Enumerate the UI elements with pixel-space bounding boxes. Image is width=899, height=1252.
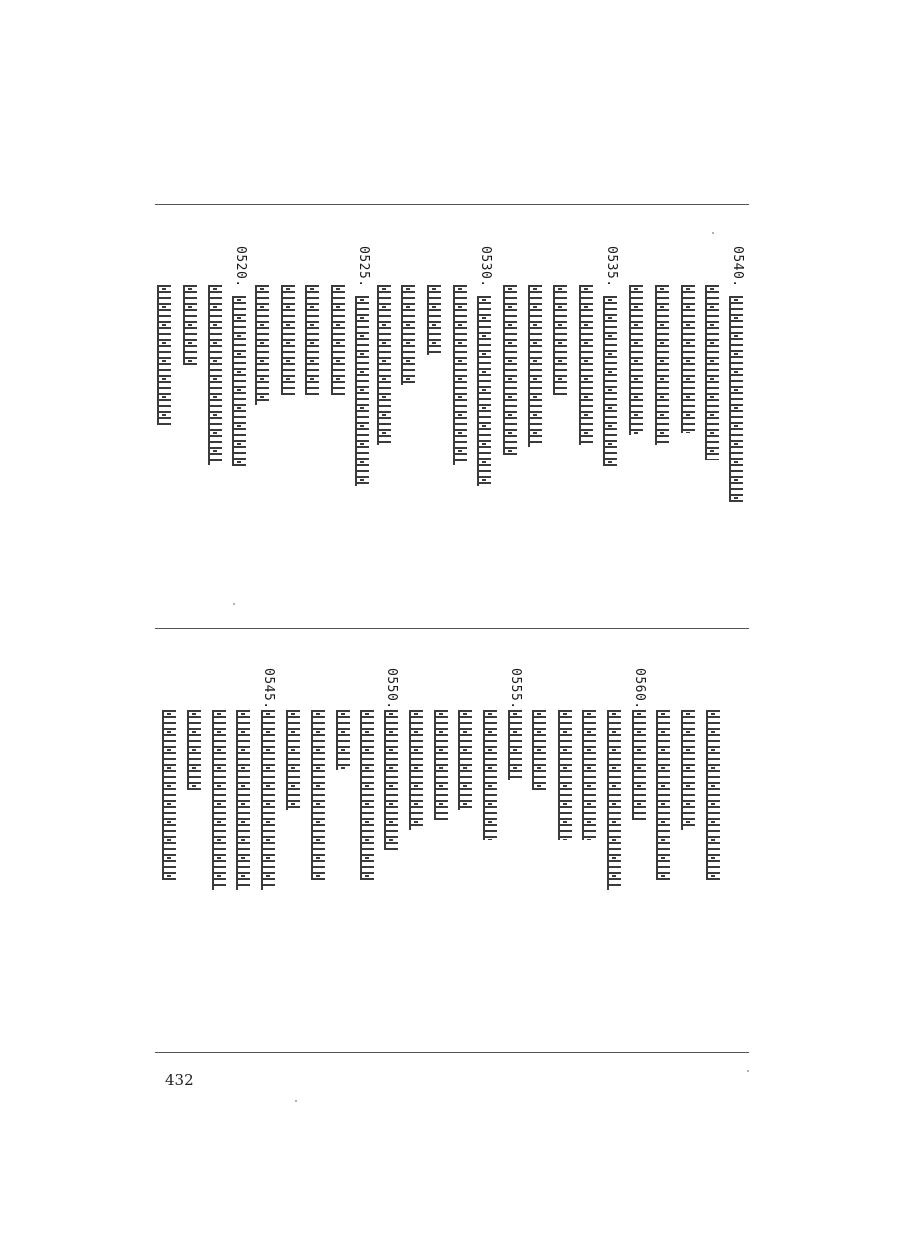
entry-number-0545: 0545. — [261, 668, 276, 710]
script-line — [508, 710, 522, 780]
scan-speck — [712, 232, 714, 234]
entry-number-0555: 0555. — [508, 668, 523, 710]
script-line — [477, 296, 491, 486]
script-line — [582, 710, 596, 840]
script-line — [558, 710, 572, 840]
script-line — [208, 285, 222, 465]
script-line — [532, 710, 546, 790]
script-line — [157, 285, 171, 425]
scan-speck — [295, 1100, 297, 1102]
script-line — [427, 285, 441, 355]
script-line — [681, 710, 695, 830]
script-line — [434, 710, 448, 820]
script-line — [261, 710, 275, 890]
entry-number-0550: 0550. — [384, 668, 399, 710]
script-line — [656, 710, 670, 880]
entry-number-0560: 0560. — [632, 668, 647, 710]
entry-number-0520: 0520. — [233, 246, 248, 288]
script-line — [281, 285, 295, 395]
script-line — [603, 296, 617, 466]
entry-number-0540: 0540. — [730, 246, 745, 288]
script-line — [503, 285, 517, 455]
script-line — [336, 710, 350, 770]
script-line — [706, 710, 720, 880]
script-line — [183, 285, 197, 365]
script-line — [212, 710, 226, 890]
script-line — [553, 285, 567, 395]
top-rule — [155, 204, 749, 205]
script-line — [187, 710, 201, 790]
script-line — [355, 296, 369, 486]
script-line — [401, 285, 415, 385]
script-line — [377, 285, 391, 445]
script-line — [255, 285, 269, 405]
script-line — [384, 710, 398, 850]
script-line — [236, 710, 250, 890]
script-line — [453, 285, 467, 465]
script-line — [629, 285, 643, 435]
scan-speck — [747, 1070, 749, 1072]
entry-number-0530: 0530. — [478, 246, 493, 288]
script-line — [409, 710, 423, 830]
page-number: 432 — [165, 1071, 194, 1089]
middle-rule — [155, 628, 749, 629]
script-line — [458, 710, 472, 810]
script-line — [483, 710, 497, 840]
entry-number-0535: 0535. — [604, 246, 619, 288]
scan-speck — [233, 603, 235, 605]
script-line — [331, 285, 345, 395]
script-line — [632, 710, 646, 820]
script-line — [655, 285, 669, 445]
script-line — [286, 710, 300, 810]
script-line — [360, 710, 374, 880]
script-line — [681, 285, 695, 433]
script-line — [232, 296, 246, 466]
entry-number-0525: 0525. — [356, 246, 371, 288]
script-line — [305, 285, 319, 395]
script-line — [528, 285, 542, 447]
script-line — [311, 710, 325, 880]
script-line — [705, 285, 719, 460]
bottom-rule — [155, 1052, 749, 1053]
script-line — [162, 710, 176, 880]
script-line — [729, 296, 743, 502]
script-line — [607, 710, 621, 890]
script-line — [579, 285, 593, 445]
